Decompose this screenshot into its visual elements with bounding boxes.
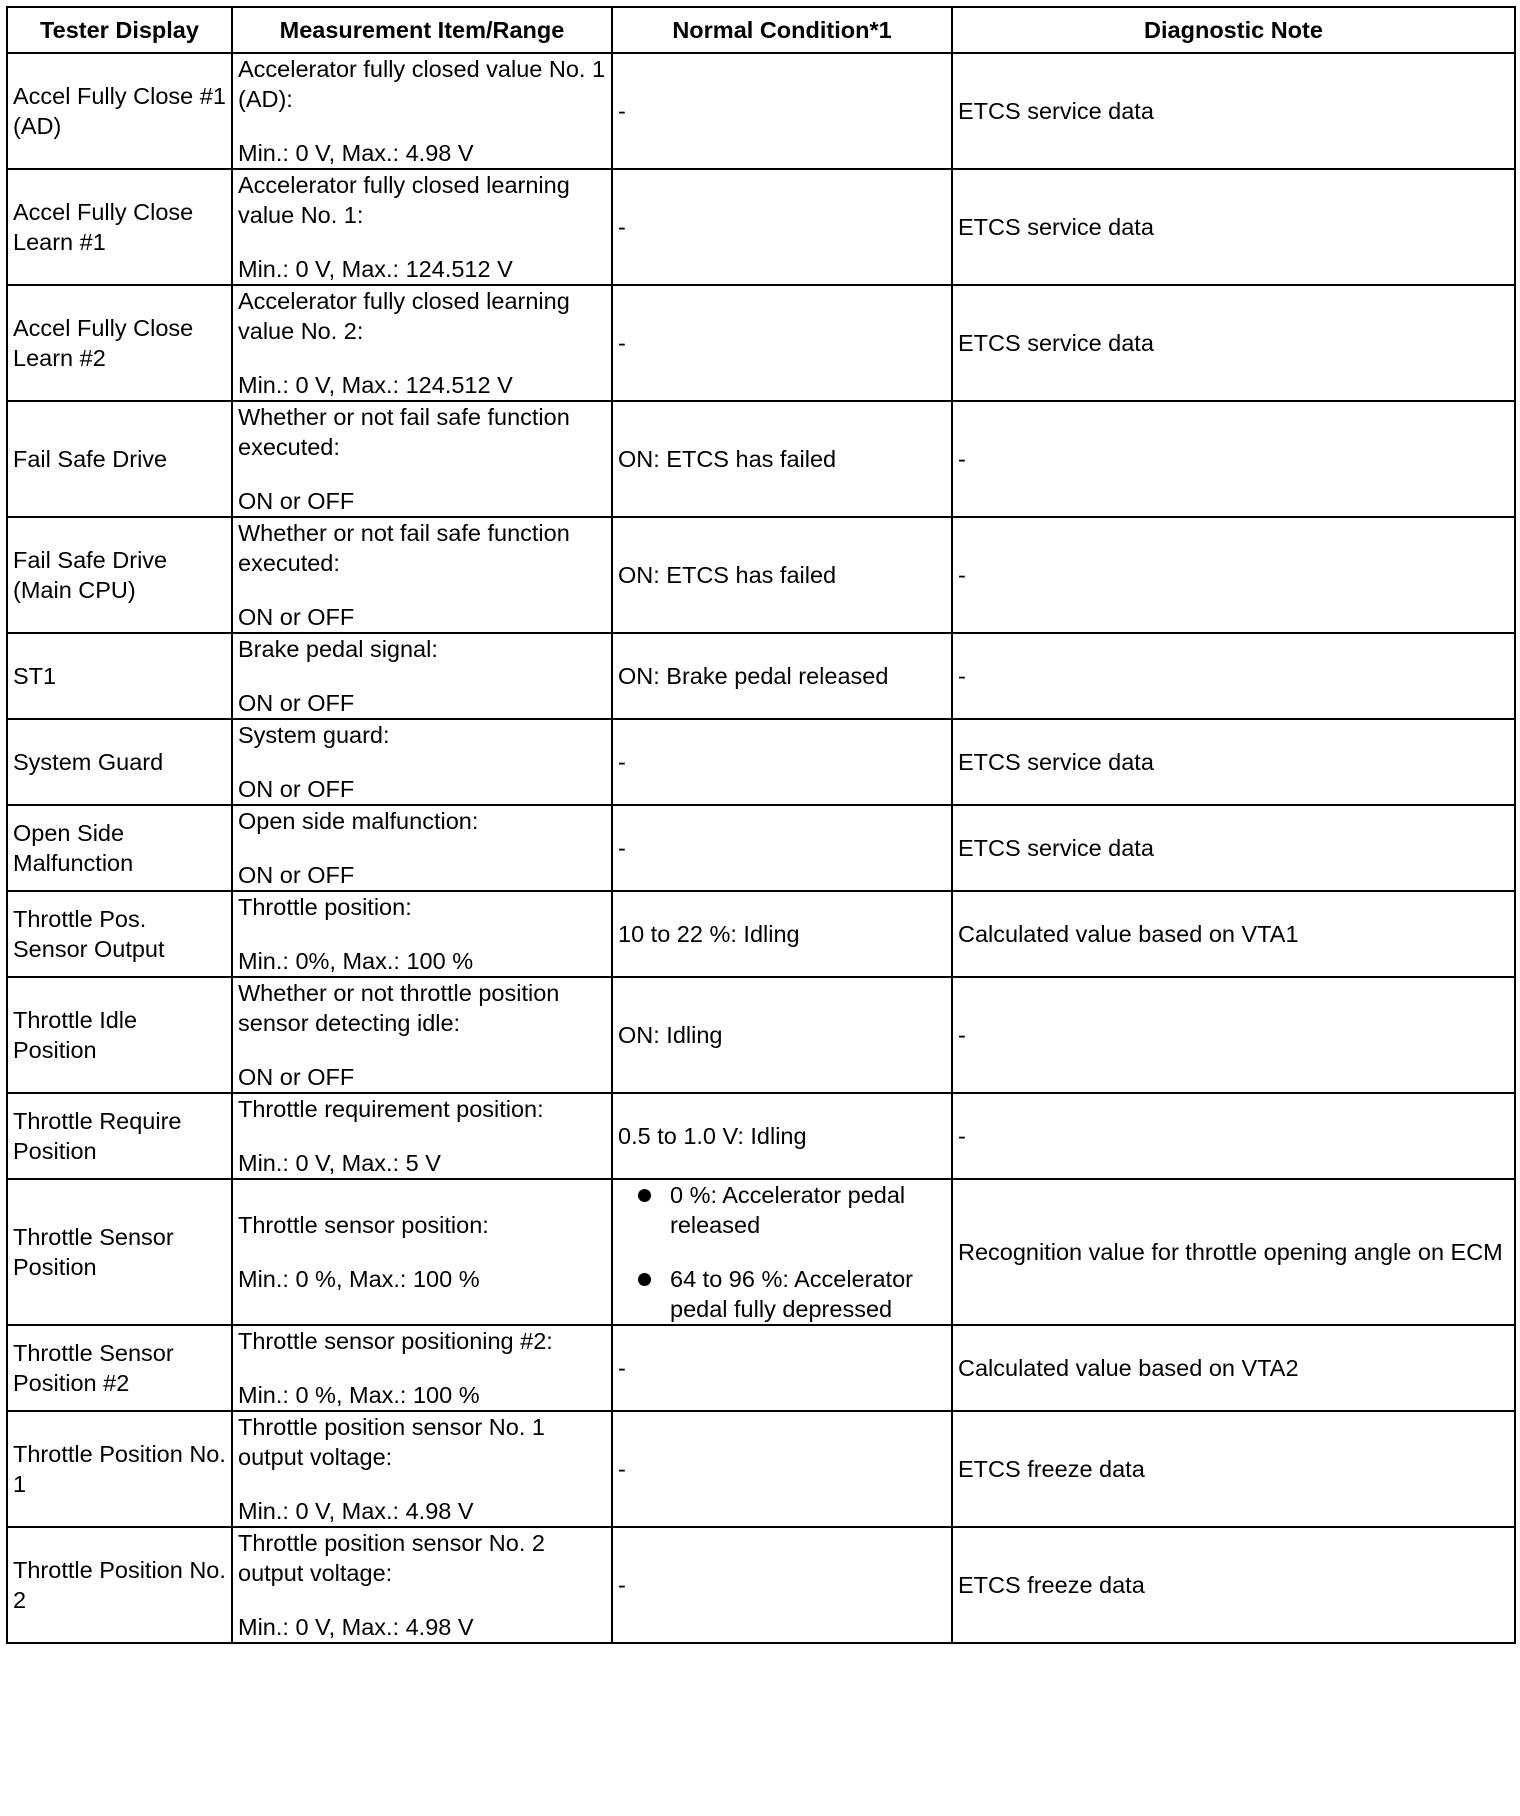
tester-display-cell: Accel Fully Close Learn #2 (7, 285, 232, 401)
measurement-range: Min.: 0 V, Max.: 124.512 V (238, 372, 513, 398)
measurement-item: System guard: (238, 722, 390, 748)
diagnostic-note-cell: Recognition value for throttle opening angle on ECM (952, 1179, 1515, 1325)
normal-condition-cell: - (612, 285, 952, 401)
list-item (638, 1180, 946, 1240)
measurement-item: Throttle sensor position: (238, 1212, 489, 1238)
diagnostic-note-cell: ETCS service data (952, 169, 1515, 285)
diagnostic-note-cell: - (952, 977, 1515, 1093)
measurement-item: Accelerator fully closed learning value No. 1: (238, 172, 570, 228)
table-row (7, 53, 1515, 169)
normal-condition-cell: ON: Brake pedal released (612, 633, 952, 719)
normal-condition-cell: - (612, 169, 952, 285)
measurement-cell (232, 1325, 612, 1411)
normal-condition-cell: ON: ETCS has failed (612, 401, 952, 517)
header-measurement-item: Measurement Item/Range (232, 7, 612, 53)
measurement-range: ON or OFF (238, 862, 355, 888)
measurement-cell (232, 53, 612, 169)
table-row (7, 633, 1515, 719)
table-row (7, 719, 1515, 805)
table-row (7, 1527, 1515, 1643)
measurement-cell (232, 1527, 612, 1643)
normal-condition-cell: - (612, 1325, 952, 1411)
normal-condition-cell: ON: Idling (612, 977, 952, 1093)
normal-condition-cell: 10 to 22 %: Idling (612, 891, 952, 977)
measurement-range: ON or OFF (238, 604, 355, 630)
header-normal-condition: Normal Condition*1 (612, 7, 952, 53)
table-row (7, 1325, 1515, 1411)
table-row (7, 1093, 1515, 1179)
list-item (638, 1264, 946, 1324)
tester-display-cell: System Guard (7, 719, 232, 805)
data-list-sheet (6, 6, 1514, 1644)
measurement-range: ON or OFF (238, 690, 355, 716)
measurement-range: ON or OFF (238, 776, 355, 802)
normal-condition-cell: 0.5 to 1.0 V: Idling (612, 1093, 952, 1179)
normal-condition-cell: - (612, 1527, 952, 1643)
measurement-item: Throttle position sensor No. 2 output voltage: (238, 1530, 545, 1586)
diagnostic-note-cell: - (952, 517, 1515, 633)
table-row (7, 401, 1515, 517)
diagnostic-note-cell: ETCS service data (952, 285, 1515, 401)
table-row (7, 891, 1515, 977)
measurement-item: Open side malfunction: (238, 808, 479, 834)
measurement-range: ON or OFF (238, 488, 355, 514)
table-row (7, 1179, 1515, 1325)
measurement-item: Whether or not fail safe function executed: (238, 520, 570, 576)
diagnostic-note-cell: ETCS service data (952, 805, 1515, 891)
diagnostic-note-cell: - (952, 401, 1515, 517)
measurement-cell (232, 285, 612, 401)
measurement-cell (232, 719, 612, 805)
diagnostic-note-cell: - (952, 1093, 1515, 1179)
table-row (7, 805, 1515, 891)
measurement-cell (232, 401, 612, 517)
header-diagnostic-note: Diagnostic Note (952, 7, 1515, 53)
measurement-cell (232, 1179, 612, 1325)
table-row (7, 977, 1515, 1093)
measurement-range: Min.: 0 V, Max.: 4.98 V (238, 140, 474, 166)
tester-display-cell: Throttle Sensor Position #2 (7, 1325, 232, 1411)
normal-condition-cell: ON: ETCS has failed (612, 517, 952, 633)
normal-condition-list (618, 1180, 946, 1324)
measurement-cell (232, 169, 612, 285)
normal-condition-cell: - (612, 805, 952, 891)
measurement-cell (232, 891, 612, 977)
measurement-cell (232, 633, 612, 719)
measurement-item: Throttle position sensor No. 1 output voltage: (238, 1414, 545, 1470)
measurement-item: Brake pedal signal: (238, 636, 438, 662)
measurement-range: Min.: 0 V, Max.: 5 V (238, 1150, 441, 1176)
diagnostic-note-cell: ETCS freeze data (952, 1527, 1515, 1643)
header-tester-display: Tester Display (7, 7, 232, 53)
measurement-item: Throttle position: (238, 894, 412, 920)
measurement-cell (232, 977, 612, 1093)
table-row (7, 285, 1515, 401)
tester-display-cell: Accel Fully Close #1 (AD) (7, 53, 232, 169)
diagnostic-note-cell: Calculated value based on VTA2 (952, 1325, 1515, 1411)
tester-display-cell: Throttle Sensor Position (7, 1179, 232, 1325)
tester-display-cell: Accel Fully Close Learn #1 (7, 169, 232, 285)
normal-condition-cell: - (612, 1411, 952, 1527)
measurement-item: Throttle sensor positioning #2: (238, 1328, 553, 1354)
tester-display-cell: Throttle Idle Position (7, 977, 232, 1093)
normal-condition-text: 64 to 96 %: Accelerator pedal fully depressed (670, 1266, 913, 1322)
normal-condition-text: 0 %: Accelerator pedal released (670, 1182, 906, 1238)
tester-display-cell: Throttle Pos. Sensor Output (7, 891, 232, 977)
bullet-icon (638, 1273, 651, 1286)
measurement-range: Min.: 0 V, Max.: 4.98 V (238, 1498, 474, 1524)
measurement-range: Min.: 0%, Max.: 100 % (238, 948, 474, 974)
measurement-item: Accelerator fully closed learning value No. 2: (238, 288, 570, 344)
measurement-range: Min.: 0 %, Max.: 100 % (238, 1266, 480, 1292)
tester-display-cell: Open Side Malfunction (7, 805, 232, 891)
measurement-range: Min.: 0 %, Max.: 100 % (238, 1382, 480, 1408)
measurement-item: Accelerator fully closed value No. 1 (AD): (238, 56, 606, 112)
normal-condition-cell: - (612, 53, 952, 169)
tester-display-cell: Fail Safe Drive (Main CPU) (7, 517, 232, 633)
tester-display-cell: Throttle Require Position (7, 1093, 232, 1179)
bullet-icon (638, 1189, 651, 1202)
diagnostic-note-cell: Calculated value based on VTA1 (952, 891, 1515, 977)
measurement-item: Throttle requirement position: (238, 1096, 544, 1122)
tester-display-cell: ST1 (7, 633, 232, 719)
measurement-range: Min.: 0 V, Max.: 4.98 V (238, 1614, 474, 1640)
diagnostic-note-cell: ETCS service data (952, 719, 1515, 805)
data-list-table (6, 6, 1516, 1644)
measurement-cell (232, 805, 612, 891)
normal-condition-cell: - (612, 719, 952, 805)
header-row (7, 7, 1515, 53)
tester-display-cell: Throttle Position No. 1 (7, 1411, 232, 1527)
normal-condition-cell (612, 1179, 952, 1325)
diagnostic-note-cell: ETCS service data (952, 53, 1515, 169)
measurement-cell (232, 1093, 612, 1179)
measurement-range: ON or OFF (238, 1064, 355, 1090)
table-row (7, 1411, 1515, 1527)
table-row (7, 169, 1515, 285)
table-row (7, 517, 1515, 633)
measurement-range: Min.: 0 V, Max.: 124.512 V (238, 256, 513, 282)
diagnostic-note-cell: - (952, 633, 1515, 719)
measurement-item: Whether or not throttle position sensor detecting idle: (238, 980, 560, 1036)
diagnostic-note-cell: ETCS freeze data (952, 1411, 1515, 1527)
measurement-cell (232, 1411, 612, 1527)
tester-display-cell: Fail Safe Drive (7, 401, 232, 517)
tester-display-cell: Throttle Position No. 2 (7, 1527, 232, 1643)
measurement-item: Whether or not fail safe function executed: (238, 404, 570, 460)
measurement-cell (232, 517, 612, 633)
